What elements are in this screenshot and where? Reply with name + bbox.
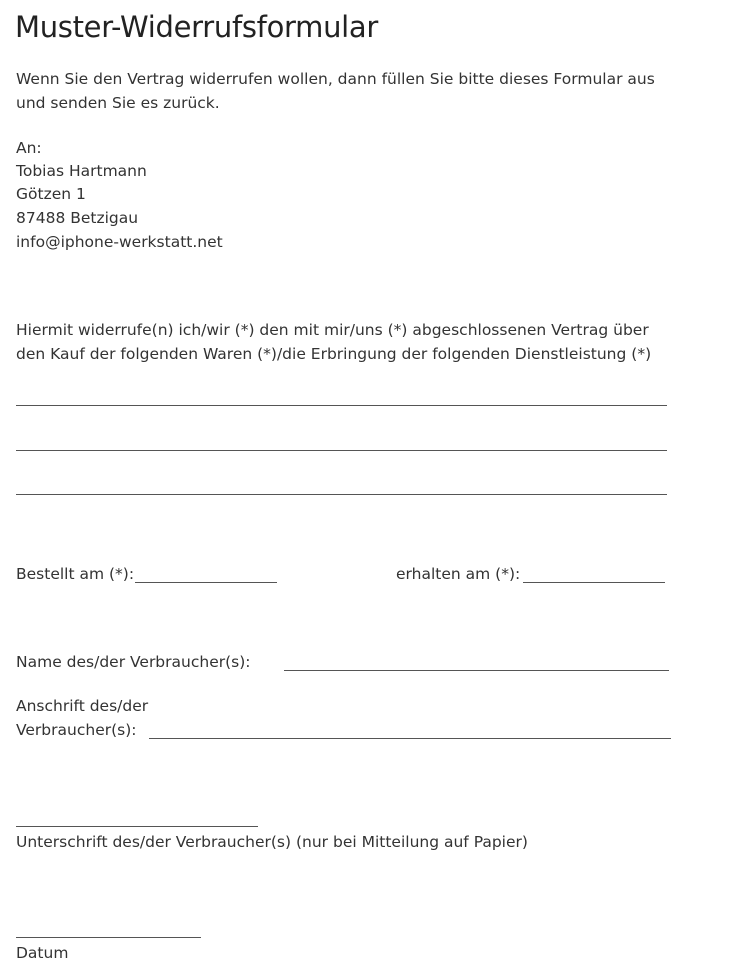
received-label: erhalten am (*): [396, 565, 521, 583]
recipient-name: Tobias Hartmann [16, 162, 147, 180]
intro-line-1: Wenn Sie den Vertrag widerrufen wollen, dann füllen Sie bitte dieses Formular aus [16, 70, 655, 88]
consumer-address-label-1: Anschrift des/der [16, 697, 149, 715]
date-line[interactable] [16, 937, 201, 938]
ordered-date-line[interactable] [135, 582, 277, 583]
goods-line-3[interactable] [16, 494, 667, 495]
statement-line-2: den Kauf der folgenden Waren (*)/die Erbringung der folgenden Dienstleistung (*) [16, 345, 652, 363]
statement-line-1: Hiermit widerrufe(n) ich/wir (*) den mit mir/uns (*) abgeschlossenen Vertrag über [16, 321, 649, 339]
recipient-email: info@iphone-werkstatt.net [16, 233, 223, 251]
ordered-label: Bestellt am (*): [16, 565, 135, 583]
date-label: Datum [16, 944, 69, 962]
recipient-street: Götzen 1 [16, 185, 86, 203]
recipient-label: An: [16, 139, 42, 157]
consumer-name-label: Name des/der Verbraucher(s): [16, 653, 251, 671]
intro-line-2: und senden Sie es zurück. [16, 94, 220, 112]
recipient-city: 87488 Betzigau [16, 209, 139, 227]
page-title: Muster-Widerrufsformular [15, 10, 379, 44]
received-date-line[interactable] [523, 582, 665, 583]
signature-label: Unterschrift des/der Verbraucher(s) (nur bei Mitteilung auf Papier) [16, 833, 528, 851]
goods-line-1[interactable] [16, 405, 667, 406]
signature-line[interactable] [16, 826, 258, 827]
goods-line-2[interactable] [16, 450, 667, 451]
consumer-name-line[interactable] [284, 670, 669, 671]
consumer-address-line[interactable] [149, 738, 671, 739]
consumer-address-label-2: Verbraucher(s): [16, 721, 137, 739]
